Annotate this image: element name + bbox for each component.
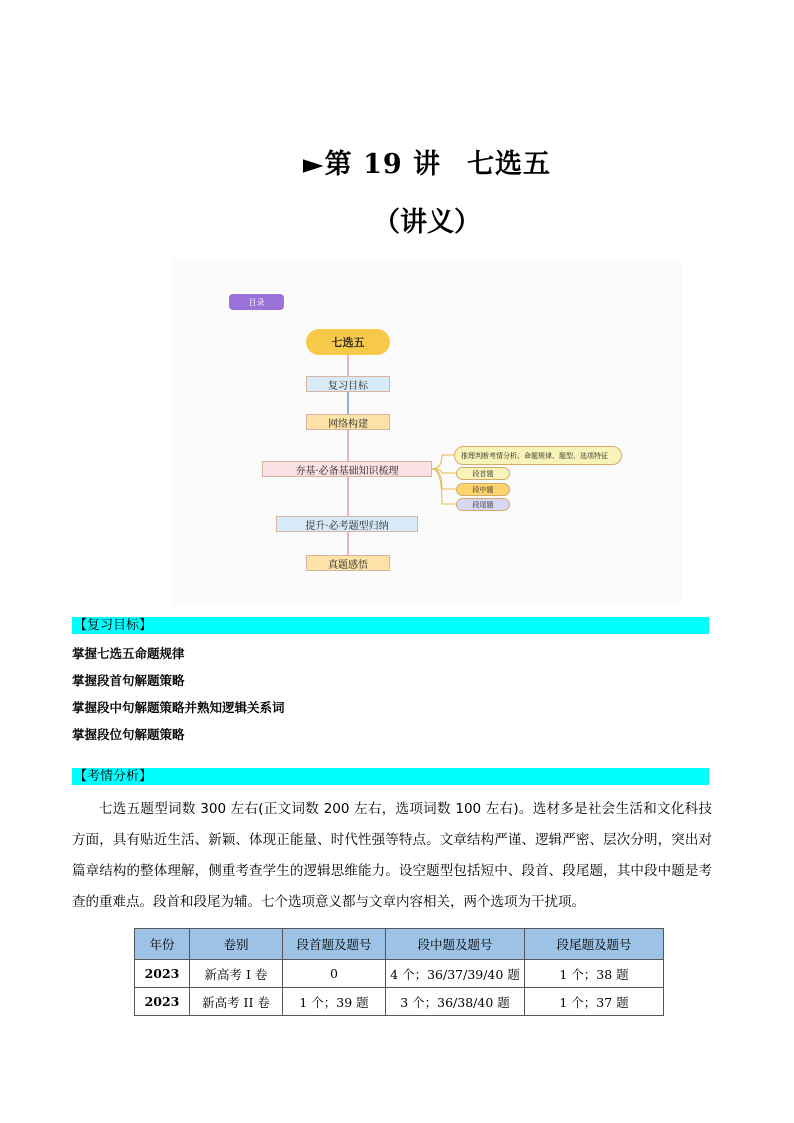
section-heading-goals: 【复习目标】 bbox=[72, 617, 709, 634]
table-header: 卷别 bbox=[190, 929, 283, 960]
mind-map-node: 提升·必考题型归纳 bbox=[276, 516, 418, 532]
table-header: 年份 bbox=[135, 929, 190, 960]
table-row bbox=[135, 988, 664, 1016]
page-title bbox=[0, 142, 794, 181]
table-cell: 0 bbox=[283, 960, 386, 988]
table-cell: 2023 bbox=[135, 988, 190, 1016]
table-cell: 1 个；39 题 bbox=[283, 988, 386, 1016]
table-header: 段尾题及题号 bbox=[525, 929, 664, 960]
table-cell: 4 个；36/37/39/40 题 bbox=[386, 960, 525, 988]
table-cell: 3 个；36/38/40 题 bbox=[386, 988, 525, 1016]
mind-map-leaf: 段尾题 bbox=[456, 498, 510, 511]
exam-table bbox=[134, 928, 664, 1016]
lecture-number: ►第 19 讲 bbox=[302, 149, 442, 180]
mind-map-leaf: 段中题 bbox=[456, 483, 510, 496]
section-heading-analysis: 【考情分析】 bbox=[72, 768, 709, 785]
mind-map-node: 网络构建 bbox=[306, 414, 390, 430]
table-header: 段首题及题号 bbox=[283, 929, 386, 960]
mind-map-node: 夯基·必备基础知识梳理 bbox=[262, 461, 432, 477]
mind-map-root: 七选五 bbox=[306, 329, 390, 355]
table-cell: 新高考 II 卷 bbox=[190, 988, 283, 1016]
goal-item: 掌握段首句解题策略 bbox=[72, 673, 185, 688]
table-header: 段中题及题号 bbox=[386, 929, 525, 960]
mind-map-node: 复习目标 bbox=[306, 376, 390, 392]
goal-item: 掌握段中句解题策略并熟知逻辑关系词 bbox=[72, 700, 285, 715]
goal-item: 掌握段位句解题策略 bbox=[72, 727, 185, 742]
table-cell: 新高考 I 卷 bbox=[190, 960, 283, 988]
mind-map bbox=[172, 260, 682, 605]
table-cell: 1 个；38 题 bbox=[525, 960, 664, 988]
lecture-topic: 七选五 bbox=[467, 149, 552, 180]
table-cell: 1 个；37 题 bbox=[525, 988, 664, 1016]
analysis-paragraph: 七选五题型词数 300 左右(正文词数 200 左右，选项词数 100 左右)。选材多是社会生活和文化科技方面，具有贴近生活、新颖、体现正能量、时代性强等特点。文章结构严谨、逻辑严密、层次分明，突出对篇章结构的整体理解，侧重考查学生的逻辑思维能力。设空题型包括短中、段首、段尾题，其中段中题是考查的重难点。段首和段尾为辅。七个选项意义都与文章内容相关，两个选项为干扰项。 bbox=[72, 801, 712, 910]
page-subtitle: （讲义） bbox=[373, 207, 481, 238]
mind-map-connectors bbox=[172, 260, 682, 605]
table-row bbox=[135, 960, 664, 988]
table-header-row bbox=[135, 929, 664, 960]
table-cell: 2023 bbox=[135, 960, 190, 988]
mind-map-leaf: 段首题 bbox=[456, 467, 510, 480]
mind-map-tag: 目录 bbox=[229, 294, 284, 310]
goal-item: 掌握七选五命题规律 bbox=[72, 646, 185, 661]
mind-map-node: 真题感悟 bbox=[306, 555, 390, 571]
mind-map-leaf: 推理判断考情分析、命题规律、题型、选项特征 bbox=[454, 446, 622, 465]
